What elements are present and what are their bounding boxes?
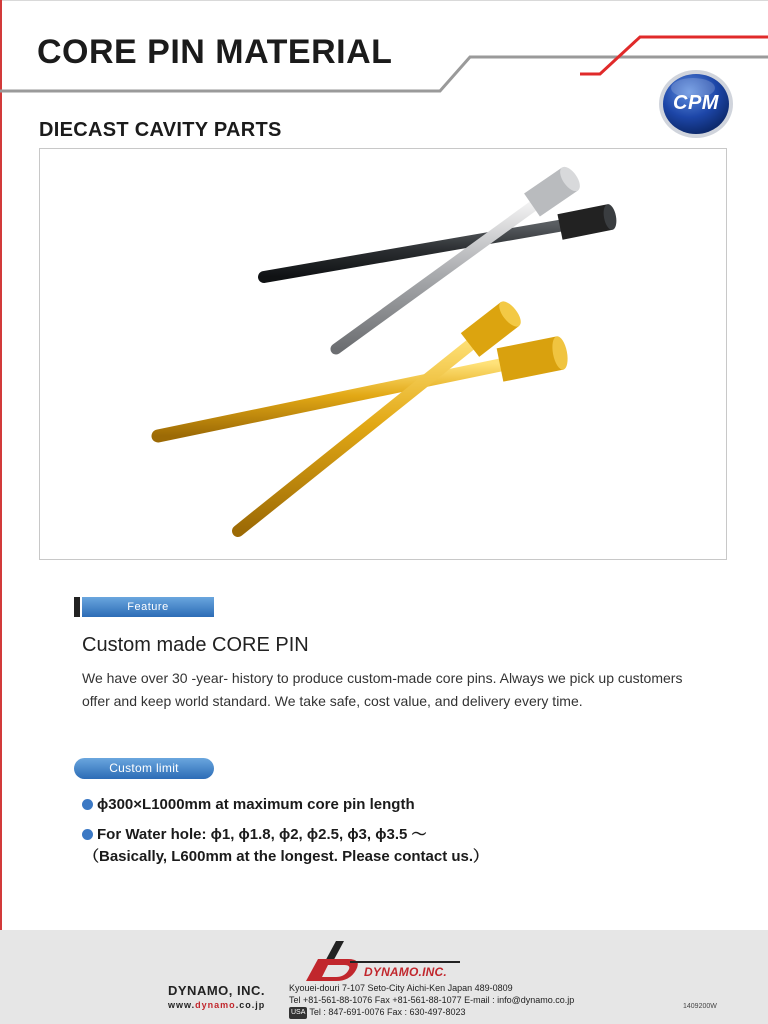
website-suffix: .co.jp — [235, 1000, 266, 1010]
usa-flag-icon: USA — [289, 1007, 307, 1019]
cpm-badge-label: CPM — [673, 92, 719, 114]
feature-tag — [74, 597, 214, 617]
product-photo — [39, 148, 727, 560]
page-left-border — [0, 0, 2, 1024]
custom-limit-note: （Basically, L600mm at the longest. Please contact us.） — [84, 848, 489, 865]
footer — [0, 930, 768, 1024]
contact-usa-line — [289, 1006, 574, 1019]
dynamo-logo-text: DYNAMO.INC. — [364, 965, 447, 979]
custom-limit-item-text: ϕ300×L1000mm at maximum core pin length — [97, 796, 415, 813]
company-name: DYNAMO, INC. — [168, 983, 265, 998]
feature-tag-label: Feature — [82, 597, 214, 617]
custom-limit-list — [82, 794, 488, 876]
bullet-dot-icon — [82, 829, 93, 840]
website-brand: dynamo — [195, 1000, 236, 1010]
contact-block — [289, 982, 574, 1019]
section-subtitle: DIECAST CAVITY PARTS — [39, 119, 282, 141]
company-website[interactable] — [168, 1000, 265, 1010]
custom-limit-item-text: For Water hole: ϕ1, ϕ1.8, ϕ2, ϕ2.5, ϕ3, ϕ3.5 ～ — [97, 826, 427, 843]
custom-limit-tag: Custom limit — [74, 758, 214, 779]
custom-limit-item — [82, 824, 488, 868]
custom-limit-item — [82, 794, 488, 816]
feature-paragraph: We have over 30 -year- history to produce custom-made core pins. Always we pick up customers offer and keep world standard. We take safe, cost value, and delivery every time. — [82, 670, 683, 709]
company-address: Kyouei-douri 7-107 Seto-City Aichi-Ken Japan 489-0809 — [289, 983, 513, 993]
feature-tag-marker — [74, 597, 80, 617]
contact-usa: Tel : 847-691-0076 Fax : 630-497-8023 — [309, 1007, 466, 1017]
website-prefix: www. — [168, 1000, 196, 1010]
bullet-dot-icon — [82, 799, 93, 810]
document-code: 1409200W — [683, 1003, 717, 1010]
feature-heading: Custom made CORE PIN — [82, 634, 309, 656]
page-title: CORE PIN MATERIAL — [37, 33, 393, 71]
contact-japan: Tel +81-561-88-1076 Fax +81-561-88-1077 E-mail : info@dynamo.co.jp — [289, 995, 575, 1005]
gold-core-pin-long — [158, 335, 570, 436]
core-pins-image — [40, 149, 726, 559]
cpm-badge — [657, 68, 735, 140]
